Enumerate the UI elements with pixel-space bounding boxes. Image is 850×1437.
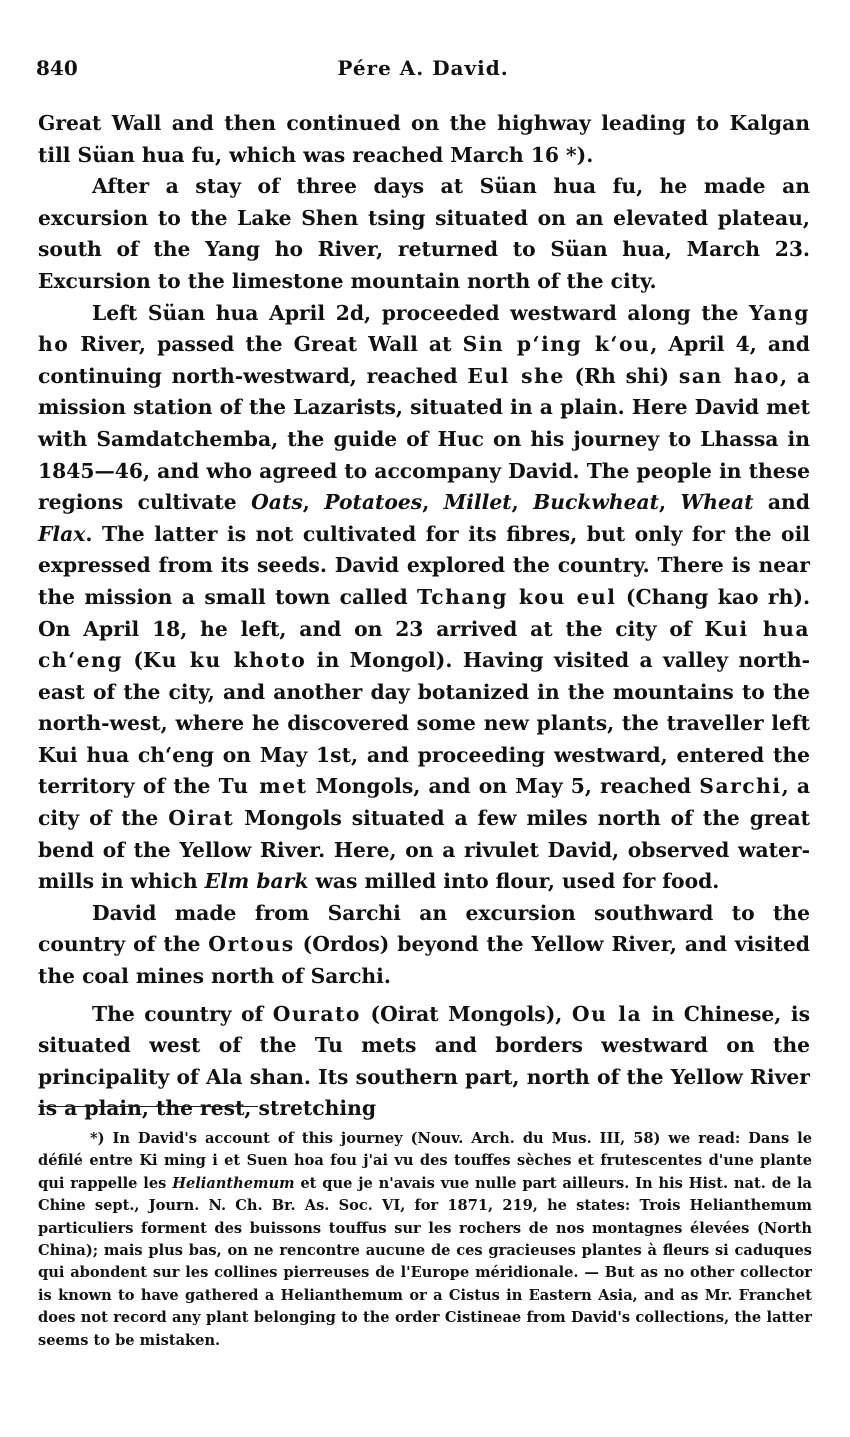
paragraph-2: After a stay of three days at Süan hua fu, he made an excursion to the Lake Shen tsing situated on an elevated plateau, south of the Yang ho River, returned to Süan hua, March 23. Excursion to the limestone mountain north of the city. xyxy=(38,174,810,293)
text-run: Mongols situated a few miles north of the great bend of the Yellow River. Here, on a rivulet David, observed water-mills in which xyxy=(38,806,810,894)
plant-name: Wheat xyxy=(680,490,754,515)
text-run: (Rh shi) xyxy=(564,363,679,388)
text-run: (Oirat Mongols), xyxy=(360,1001,572,1026)
text-run: , April 4, and continuing north-westward, reached xyxy=(38,332,810,388)
paragraph-1: Great Wall and then continued on the highway leading to Kalgan till Süan hua fu, which was reached March 16 *). xyxy=(38,111,810,167)
text-run: . The latter is not cultivated for its fibres, but only for the oil expressed from its seeds. David explored the country. There is near the mission a small town called xyxy=(38,521,810,609)
place-name: Ou la xyxy=(571,1001,643,1026)
text-run: , xyxy=(511,490,534,515)
text-run: , xyxy=(302,490,325,515)
text-run: , a mission station of the Lazarists, situated in a plain. Here David met with Samdatchemba, the guide of Huc on his journey to Lhassa in 1845—46, and who agreed to accompany David. The people in these regions cultivate xyxy=(38,363,810,515)
place-name: Kui hua ch‘eng xyxy=(38,616,811,673)
text-run: , xyxy=(659,490,681,515)
plant-name: Millet xyxy=(443,490,512,515)
paragraph-3 xyxy=(38,298,810,898)
footnote-divider xyxy=(38,1106,258,1107)
place-name: Yang ho xyxy=(38,300,810,357)
place-name: Ourato xyxy=(272,1001,361,1026)
text-run: in Chinese, is situated west of the Tu mets and borders westward on the principality of Ala shan. Its southern part, north of the Yellow River is a plain, the rest, stretching xyxy=(38,1001,810,1121)
place-name: Ortous xyxy=(208,932,295,957)
text-run: and xyxy=(753,490,810,515)
text-run: , xyxy=(422,490,444,515)
text-run: David made from Sarchi an excursion southward to the country of the xyxy=(38,900,810,957)
footnote xyxy=(38,1128,812,1352)
place-name: Sarchi xyxy=(699,774,782,799)
running-head: Pére A. David. xyxy=(337,56,509,80)
place-name: Oirat xyxy=(168,806,235,831)
text-run: *) In David's account of this journey (Nouv. Arch. du Mus. III, 58) we read: Dans le défilé entre Ki ming i et Suen hoa fou j'ai vu des touffes sèches et frutescentes d'une plante qui rappelle les xyxy=(38,1130,812,1192)
place-name: Eul she xyxy=(467,363,565,388)
text-run: ( xyxy=(123,648,144,673)
text-run: The country of xyxy=(92,1001,273,1026)
plant-name: Elm bark xyxy=(204,869,309,894)
plant-name: Potatoes xyxy=(324,490,423,515)
text-run: (Chang kao rh). On April 18, he left, and on 23 arrived at the city of xyxy=(38,584,811,641)
text-run: et que je n'avais vue nulle part ailleurs. In his Hist. nat. de la Chine sept., Journ. N. Ch. Br. As. Soc. VI, for 1871, 219, he states: Trois Helianthemum particuliers forment des buissons touffus sur les rochers de nos montagnes élevées (North China); mais plus bas, on ne rencontre aucune de ces gracieuses plantes à fleurs si caduques qui abondent sur les collines pierreuses de l'Europe méridionale. — But as no other collector is known to have gathered a Helianthemum or a Cistus in Eastern Asia, and as Mr. Franchet does not record any plant belonging to the order Cistineae from David's collections, the latter seems to be mistaken. xyxy=(38,1174,813,1349)
place-name: Tchang kou eul xyxy=(417,584,617,609)
place-name: Ku ku khoto xyxy=(143,648,307,673)
place-name: Sin p‘ing k‘ou xyxy=(462,332,651,357)
place-name: Tu met xyxy=(218,774,308,799)
text-run: was milled into flour, used for food. xyxy=(308,869,720,894)
footnote-text xyxy=(38,1128,812,1352)
plant-name: Oats xyxy=(251,490,303,515)
page-number: 840 xyxy=(36,56,78,80)
body-text xyxy=(38,108,810,1125)
plant-name: Helianthemum xyxy=(172,1174,295,1192)
paragraph-4 xyxy=(38,898,810,993)
text-run: Mongols, and on May 5, reached xyxy=(307,774,700,799)
page-header xyxy=(36,56,810,86)
text-run: in Mongol). Having visited a valley north-east of the city, and another day botanized in the mountains to the north-west, where he discovered some new plants, the traveller left Kui hua ch‘eng on May 1st, and proceeding westward, entered the territory of the xyxy=(38,648,810,799)
plant-name: Buckwheat xyxy=(533,490,660,515)
text-run: , a city of the xyxy=(38,774,810,831)
text-run: River, passed the Great Wall at xyxy=(69,332,463,357)
text-run: (Ordos) beyond the Yellow River, and visited the coal mines north of Sarchi. xyxy=(38,932,810,989)
place-name: san hao xyxy=(678,363,780,388)
text-run: Left Süan hua April 2d, proceeded westward along the xyxy=(92,300,750,325)
plant-name: Flax xyxy=(38,521,86,546)
